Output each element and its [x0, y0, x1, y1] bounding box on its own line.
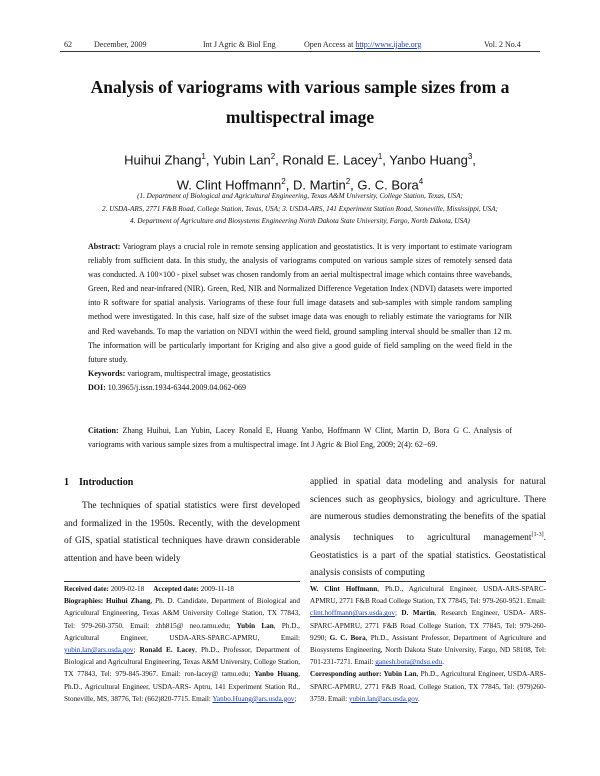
journal-link[interactable]: http://www.ijabe.org — [355, 40, 422, 49]
intro-left-column — [64, 474, 300, 568]
page-header — [0, 0, 600, 52]
footnote-rule-right — [310, 581, 546, 582]
abstract: Abstract: Variogram plays a crucial role in remote sensing application and geostatistics. It is very important to estimate variogram reliably from sufficient data. In this study, the analysis of variograms computed on various sample sizes of remotely sensed data was conducted. A 100×100 - pixel subset was chosen randomly from an aerial multispectral image which contains three wavebands, Green, Red and near-infrared (NIR). Green, Red, NIR and Normalized Difference Vegetation Index (NDVI) datasets were imported into R software for spatial analysis. Variograms of these four full image datasets and sub-samples with simple random sampling method were investigated. In this case, half size of the subset image data was enough to reliably estimate the variograms for NIR and Red wavebands. To map the variation on NDVI within the weed field, ground sampling interval should be smaller than 12 m. The information will be particularly important for Kriging and also give a good guide of field sampling on the weed field in the future study. Keywords: variogram, multispectral image, geostatistics DOI: 10.3965/j.issn.1934-6344.2009.04.062-069 — [88, 240, 512, 395]
volume-info: Vol. 2 No.4 — [484, 40, 521, 49]
intro-paragraph-1: The techniques of spatial statistics were first developed and formalized in the 1950s. Recently, with the development of GIS, spatial statistical techniques have drawn considerable attention and have been widely — [64, 501, 300, 564]
journal-name: Int J Agric & Biol Eng — [203, 40, 276, 49]
open-access: Open Access at http://www.ijabe.org — [304, 40, 422, 49]
affiliations: (1. Department of Biological and Agricultural Engineering, Texas A&M University, College Station, Texas, USA; 2. USDA-ARS, 2771 F&B Road, College Station, Texas, USA; 3. USDA-ARS, 141 Experiment Station Road, Stoneville, Mississippi, USA; 4. Department of Agriculture and Biosystems Engineering North Dakota State University, Fargo, North Dakota, USA) — [102, 192, 498, 225]
page-number: 62 — [64, 40, 72, 49]
footnotes-left: Received date: 2009-02-18 Accepted date: 2009-11-18 Biographies: Huihui Zhang, Ph. D. Candidate, Department of Biological and Agricultural Engineering, Texas A&M University College Station, TX 77843, Tel: 979-260-3750. Email: zhh815@ neo.tamu.edu; Yubin Lan, Ph.D., Agricultural Engineer, USDA-ARS-SPARC-APMRU, Email: yubin.lan@ars.usda.gov; Ronald E. Lacey, Ph.D., Professor, Department of Biological and Agricultural Engineering, Texas A&M University, College Station, TX 77843, Tel: 979-845-3967. Email: ron-lacey@ tamu.edu; Yanbo Huang, Ph.D., Agricultural Engineer, USDA-ARS- Aptru, 141 Experiment Station Rd., Stoneville, MS, 38776, Tel: (662)820-7715. Email: Yanbo.Huang@ars.usda.gov; — [64, 585, 301, 703]
intro-paragraph-2: applied in spatial data modeling and analysis for natural sciences such as geophysics, biology and agriculture. There are numerous studies demonstrating the benefits of the spatial analysis techniques to agricultural management[1-3]. Geostatistics is a part of the spatial statistics. Geostatistical analysis consists of computing — [310, 477, 546, 579]
email-link[interactable]: clint.hoffmann@ars.usda.gov — [310, 609, 395, 618]
email-link[interactable]: yubin.lan@ars.usda.gov — [348, 694, 418, 703]
email-link[interactable]: Yanbo.Huang@ars.usda.gov — [212, 694, 295, 703]
section-heading: 1 Introduction — [64, 477, 134, 488]
doi: DOI: 10.3965/j.issn.1934-6344.2009.04.062-069 — [88, 382, 247, 392]
paper-title: Analysis of variograms with various sample sizes from a multispectral image — [90, 77, 510, 127]
intro-right-column — [310, 474, 546, 583]
footnotes-right: W. Clint Hoffmann, Ph.D., Agricultural Engineer, USDA-ARS-SPARC-APMRU, 2771 F&B Road College Station, TX 77845, Tel: 979-260-9521. Email: clint.hoffmann@ars.usda.gov; D. Martin, Research Engineer, USDA- ARS-SPARC-APMRU, 2771 F&B Road College Station, TX 77845, Tel: 979-260-9290; G. C. Bora, Ph.D., Assistant Professor, Department of Agriculture and Biosystems Engineering, North Dakota State University, Fargo, ND 58108, Tel: 701-231-7271. Email: ganesh.bora@ndsu.edu. Corresponding author: Yubin Lan, Ph.D., Agricultural Engineer, USDA-ARS-SPARC-APMRU, 2771 F&B Road, College Station, TX 77845, Tel: (979)260-3759. Email: yubin.lan@ars.usda.gov. — [310, 585, 546, 703]
footnote-rule-left — [64, 581, 300, 582]
header-rule — [60, 51, 540, 52]
citation: Citation: Zhang Huihui, Lan Yubin, Lacey Ronald E, Huang Yanbo, Hoffmann W Clint, Martin D, Bora G C. Analysis of variograms with various sample sizes from a multispectral image. Int J Agric & Biol Eng, 2009; 2(4): 62−69. — [88, 426, 513, 449]
email-link[interactable]: ganesh.bora@ndsu.edu — [375, 658, 443, 667]
author-list: Huihui Zhang$^1$, Yubin Lan$^2$, Ronald E. Lacey$^1$, Yanbo Huang$^3$, W. Clint Hoffmann$^2$, D. Martin$^2$, G. C. Bora$^4$ — [124, 152, 476, 193]
email-link[interactable]: yubin.lan@ars.usda.gov — [64, 646, 134, 655]
issue-date: December, 2009 — [94, 40, 147, 49]
keywords: Keywords: variogram, multispectral image, geostatistics — [88, 368, 271, 378]
